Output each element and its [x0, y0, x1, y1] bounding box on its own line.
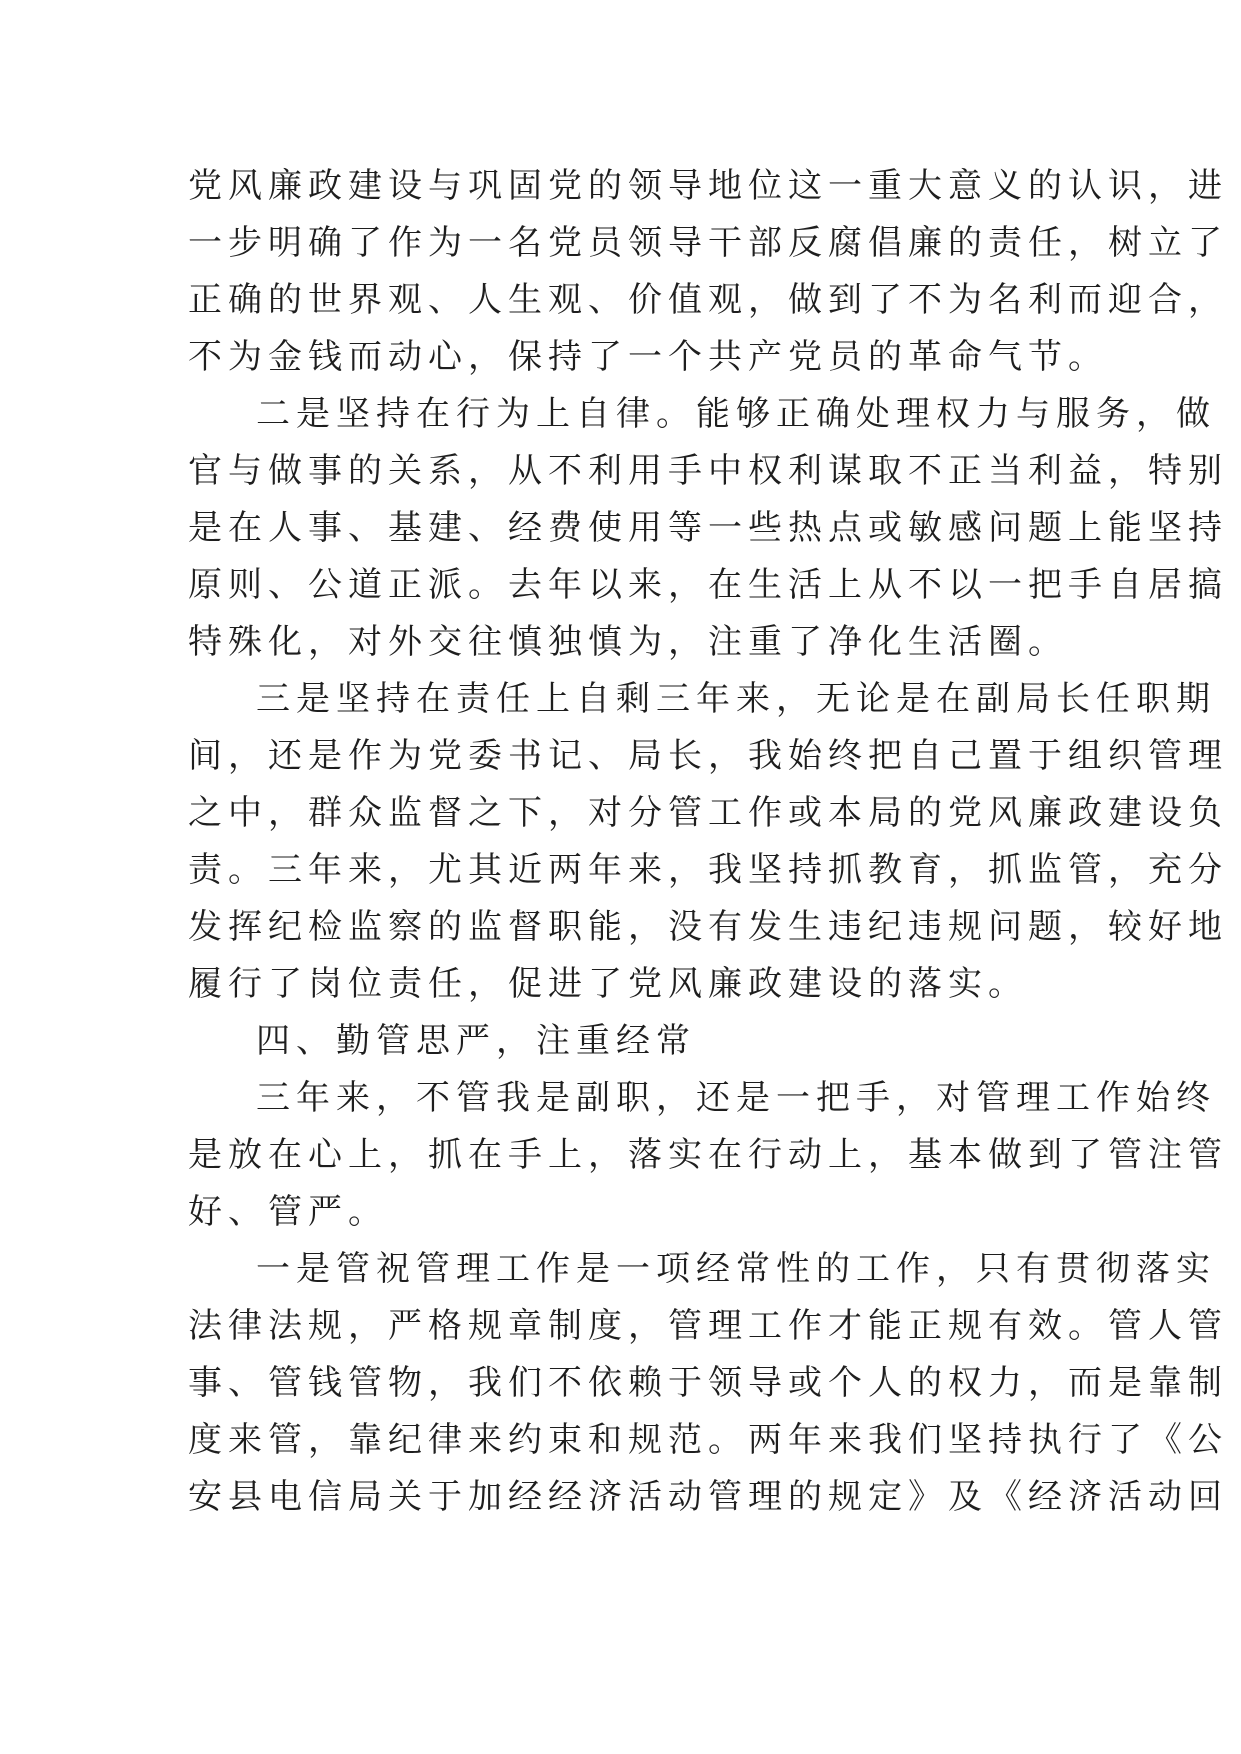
- text-line: 发挥纪检监察的监督职能，没有发生违纪违规问题，较好地: [188, 907, 1228, 947]
- text-line: 责。三年来，尤其近两年来，我坚持抓教育，抓监管，充分: [188, 850, 1228, 890]
- text-line: 正确的世界观、人生观、价值观，做到了不为名利而迎合，: [188, 280, 1228, 320]
- text-line: 不为金钱而动心，保持了一个共产党员的革命气节。: [188, 337, 1108, 377]
- text-line: 原则、公道正派。去年以来，在生活上从不以一把手自居搞: [188, 565, 1228, 605]
- text-line: 是在人事、基建、经费使用等一些热点或敏感问题上能坚持: [188, 508, 1228, 548]
- text-line: 特殊化，对外交往慎独慎为，注重了净化生活圈。: [188, 622, 1068, 662]
- text-line: 之中，群众监督之下，对分管工作或本局的党风廉政建设负: [188, 793, 1228, 833]
- text-line: 官与做事的关系，从不利用手中权利谋取不正当利益，特别: [188, 451, 1228, 491]
- text-line: 是放在心上，抓在手上，落实在行动上，基本做到了管注管: [188, 1135, 1228, 1175]
- text-line: 法律法规，严格规章制度，管理工作才能正规有效。管人管: [188, 1306, 1228, 1346]
- section-heading: 四、勤管思严，注重经常: [256, 1021, 696, 1061]
- paragraph-first-line: 一是管祝管理工作是一项经常性的工作，只有贯彻落实: [256, 1249, 1216, 1289]
- text-line: 好、管严。: [188, 1192, 388, 1232]
- text-line: 党风廉政建设与巩固党的领导地位这一重大意义的认识，进: [188, 166, 1228, 206]
- text-line: 一步明确了作为一名党员领导干部反腐倡廉的责任，树立了: [188, 223, 1228, 263]
- paragraph-first-line: 二是坚持在行为上自律。能够正确处理权力与服务，做: [256, 394, 1216, 434]
- text-line: 度来管，靠纪律来约束和规范。两年来我们坚持执行了《公: [188, 1420, 1228, 1460]
- body-text: [188, 158, 1228, 1526]
- text-line: 事、管钱管物，我们不依赖于领导或个人的权力，而是靠制: [188, 1363, 1228, 1403]
- paragraph-first-line: 三是坚持在责任上自剩三年来，无论是在副局长任职期: [256, 679, 1216, 719]
- text-line: 安县电信局关于加经经济活动管理的规定》及《经济活动回: [188, 1477, 1228, 1517]
- paragraph-first-line: 三年来，不管我是副职，还是一把手，对管理工作始终: [256, 1078, 1216, 1118]
- text-line: 履行了岗位责任，促进了党风廉政建设的落实。: [188, 964, 1028, 1004]
- text-line: 间，还是作为党委书记、局长，我始终把自己置于组织管理: [188, 736, 1228, 776]
